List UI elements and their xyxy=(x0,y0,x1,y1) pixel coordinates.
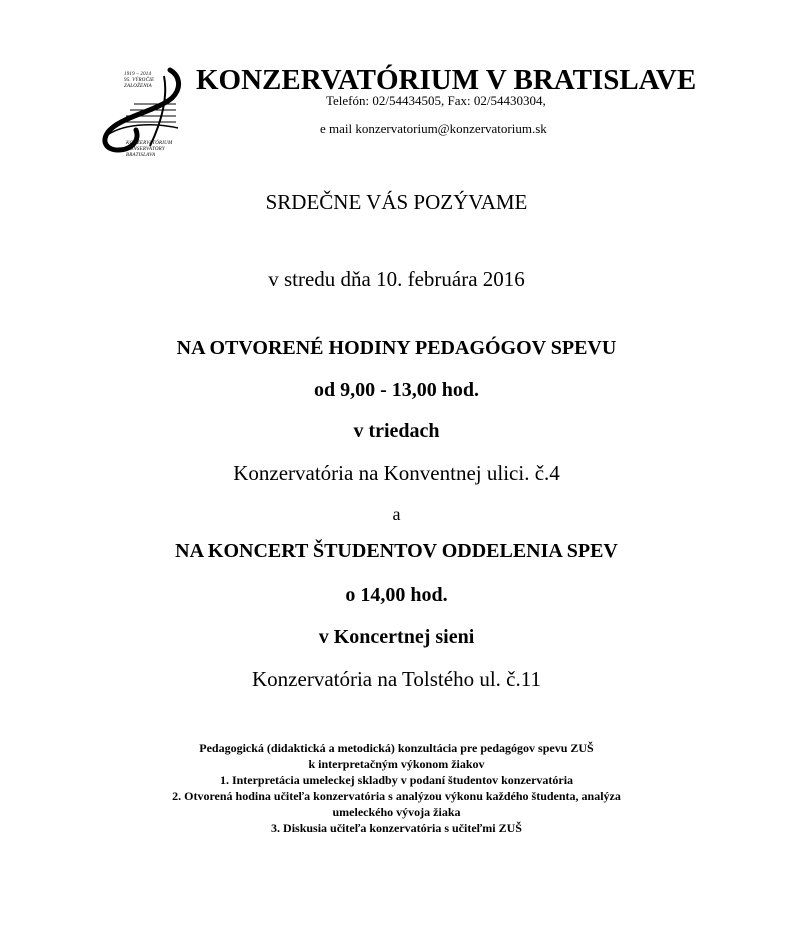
logo-name-1: KONZERVATÓRIUM xyxy=(126,141,173,146)
footer-item-3: 3. Diskusia učiteľa konzervatória s učiteľmi ZUŠ xyxy=(271,821,522,835)
event1-where: v triedach xyxy=(353,420,440,442)
event2-place: Konzervatória na Tolstého ul. č.11 xyxy=(252,667,541,691)
footer-item-1: 1. Interpretácia umeleckej skladby v podaní študentov konzervatória xyxy=(219,773,574,787)
event2-where: v Koncertnej sieni xyxy=(318,626,475,648)
footer-line-1: Pedagogická (didaktická a metodická) konzultácia pre pedagógov spevu ZUŠ xyxy=(199,741,594,755)
logo-anniversary-2: ZALOŽENIA xyxy=(124,84,152,89)
conjunction: a xyxy=(392,504,401,524)
logo-name-2: CONSERVATORY xyxy=(126,147,165,152)
organization-name: KONZERVATÓRIUM V BRATISLAVE xyxy=(196,64,697,96)
event2-time: o 14,00 hod. xyxy=(345,584,448,606)
conservatory-logo xyxy=(92,66,192,166)
event-date: v stredu dňa 10. februára 2016 xyxy=(268,267,525,291)
event1-place: Konzervatória na Konventnej ulici. č.4 xyxy=(233,461,560,485)
consultation-notes xyxy=(0,740,793,836)
footer-item-2b: umeleckého vývoja žiaka xyxy=(332,805,461,819)
event2-title: NA KONCERT ŠTUDENTOV ODDELENIA SPEV xyxy=(175,540,618,562)
contact-phone: Telefón: 02/54434505, Fax: 02/54430304, xyxy=(326,93,546,108)
event1-title: NA OTVORENÉ HODINY PEDAGÓGOV SPEVU xyxy=(176,337,617,359)
logo-name-3: BRATISLAVA xyxy=(126,153,156,158)
logo-anniversary-1: 95. VÝROČIE xyxy=(124,78,155,83)
invitation-heading: SRDEČNE VÁS POZÝVAME xyxy=(265,190,528,214)
footer-item-2a: 2. Otvorená hodina učiteľa konzervatória s analýzou výkonu každého študenta, analýza xyxy=(172,789,621,803)
event1-time: od 9,00 - 13,00 hod. xyxy=(313,379,480,401)
contact-email: e mail konzervatorium@konzervatorium.sk xyxy=(320,121,547,136)
footer-line-2: k interpretačným výkonom žiakov xyxy=(308,757,485,771)
logo-years: 1919 – 2014 xyxy=(124,72,152,77)
